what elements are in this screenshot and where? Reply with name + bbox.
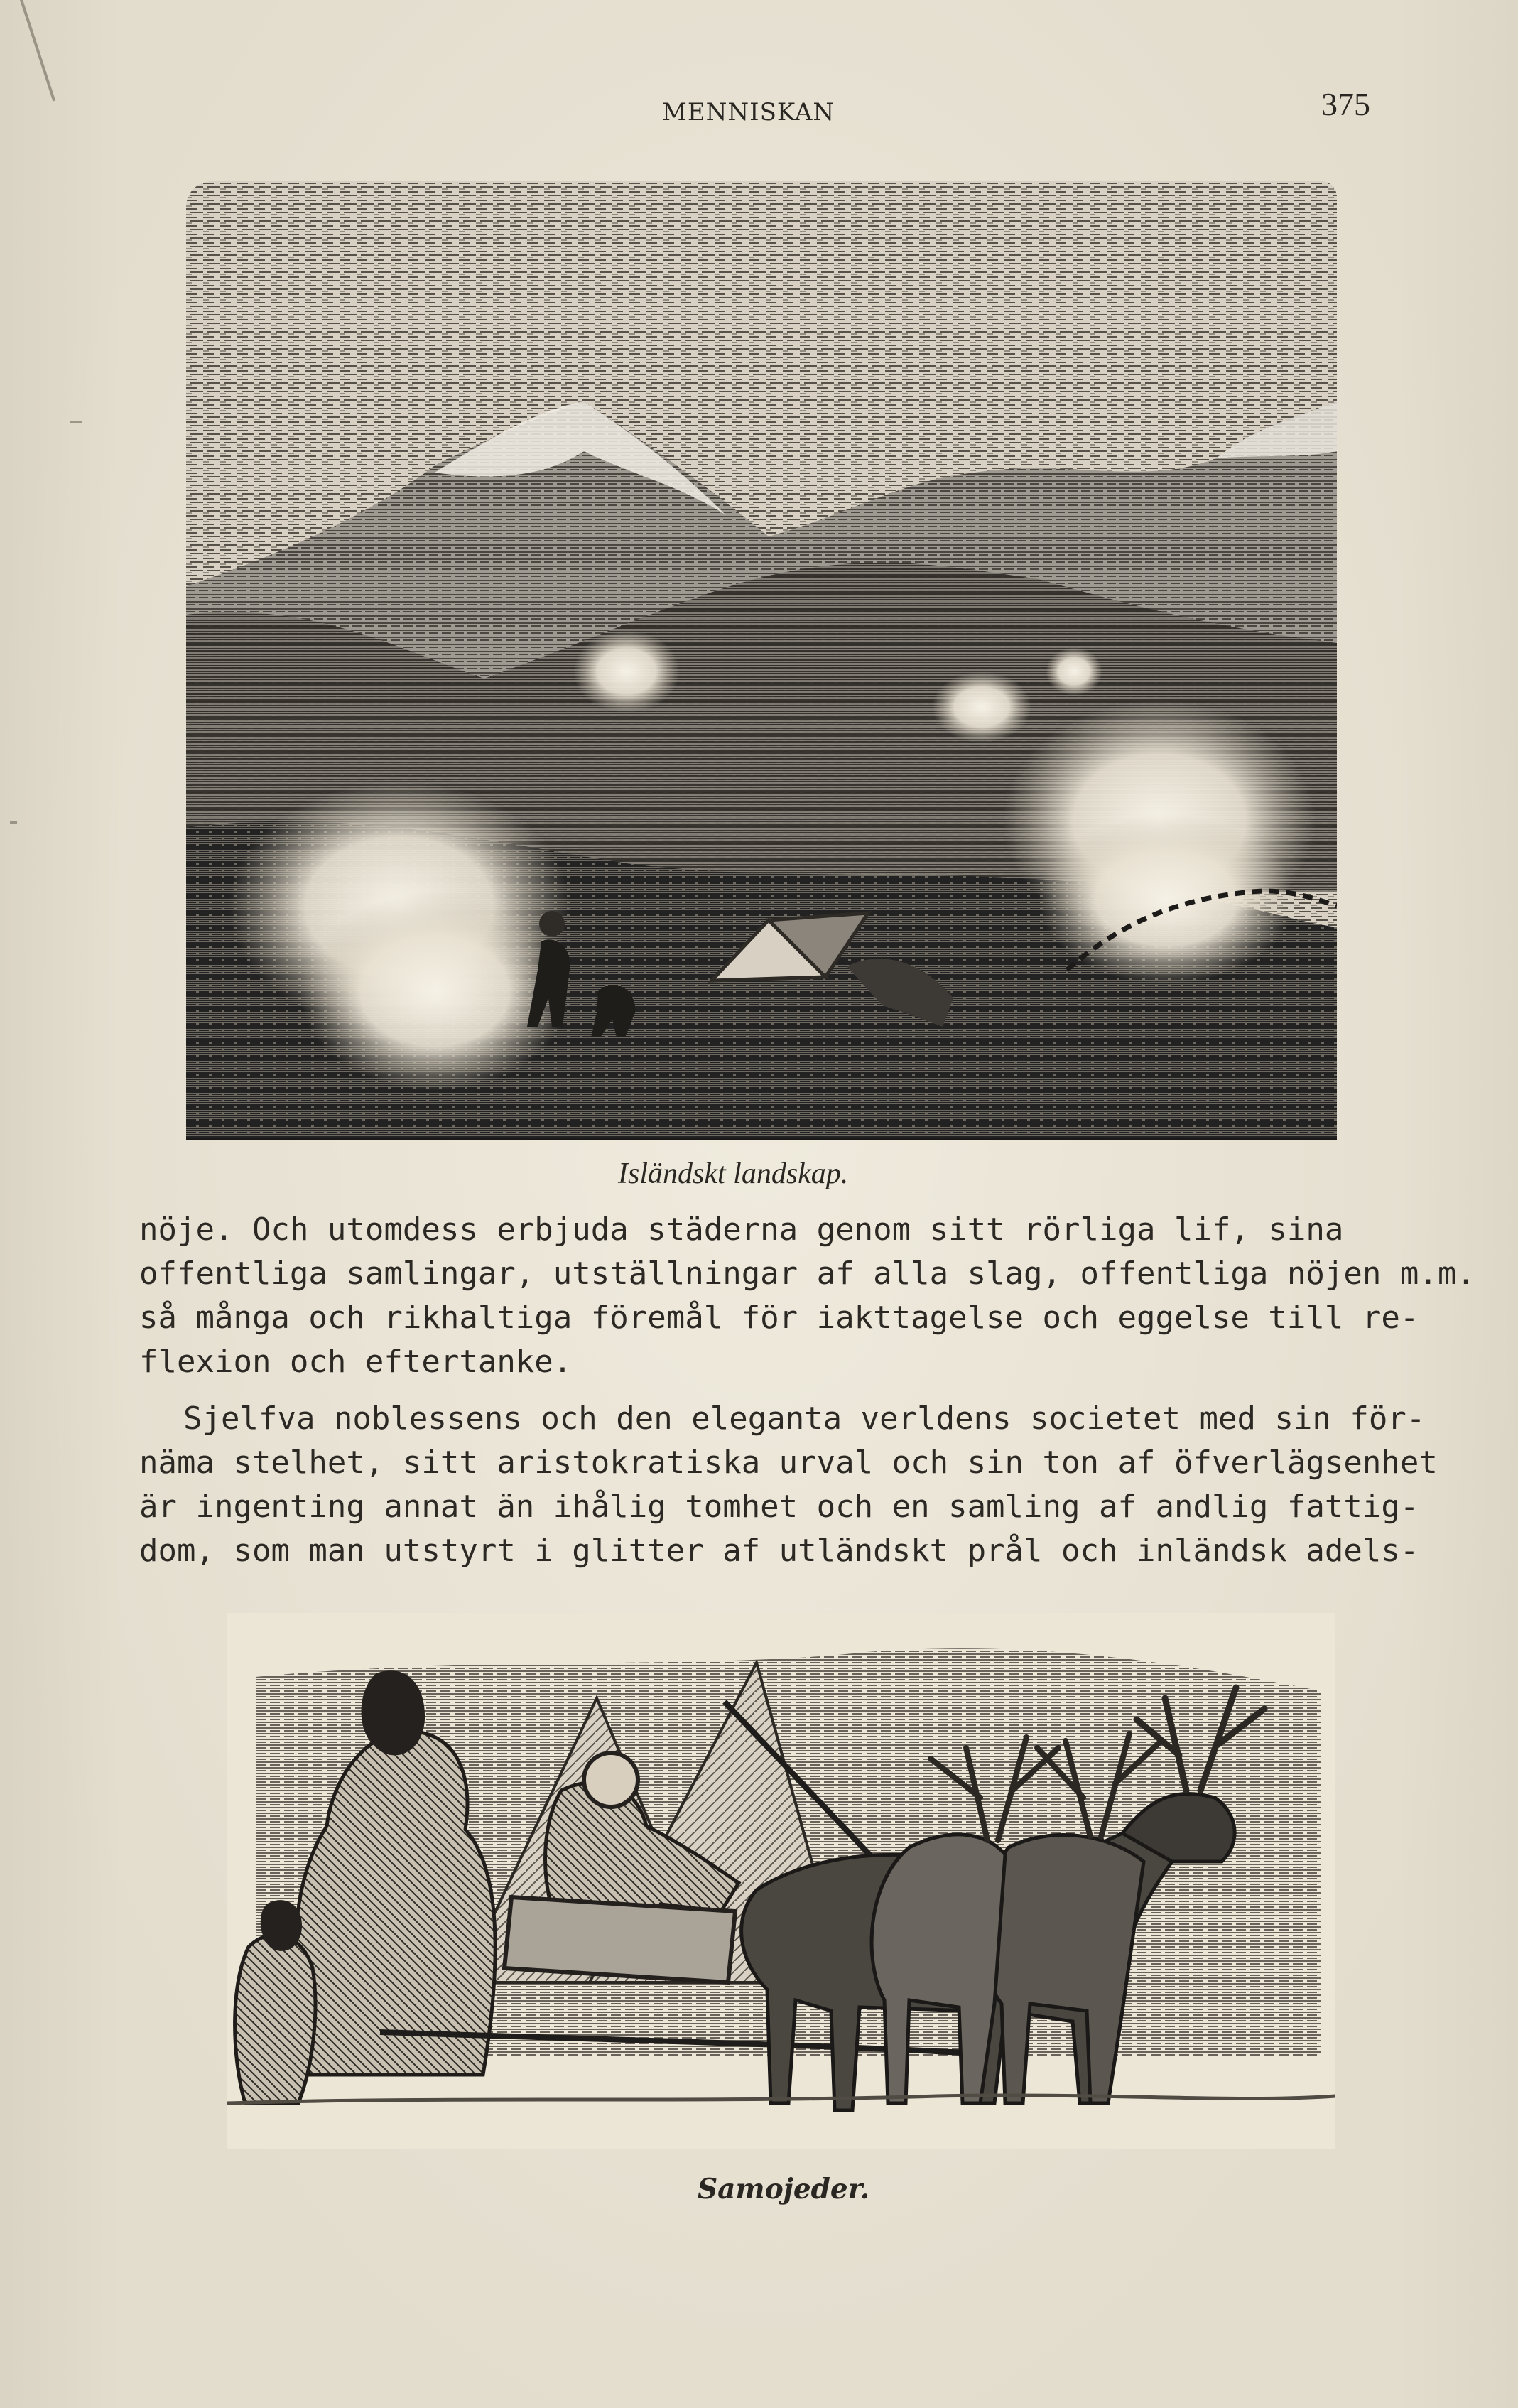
paragraph-1-line-4: flexion och eftertanke.: [139, 1344, 573, 1380]
text-line: [139, 1252, 1475, 1296]
text-line: [139, 1529, 1419, 1573]
scan-edge-mark: [20, 0, 55, 102]
paragraph-2-line-2: näma stelhet, sitt aristokratiska urval och sin ton af öfverlägsenhet: [139, 1445, 1438, 1481]
samoyed-illustration: [227, 1613, 1335, 2149]
paragraph-1-line-1: nöje. Och utomdess erbjuda städerna genom sitt rörliga lif, sina: [139, 1211, 1344, 1248]
page-number: 375: [1321, 86, 1370, 122]
paragraph-2-line-1: Sjelfva noblessens och den eleganta verldens societet med sin för-: [183, 1400, 1426, 1437]
paragraph-gap: [139, 1384, 1404, 1397]
paragraph-1-line-3: så många och rikhaltiga föremål för iakttagelse och eggelse till re-: [139, 1300, 1419, 1336]
text-line: [139, 1340, 1404, 1384]
samoyed-engraving: [227, 1613, 1335, 2149]
margin-mark: [70, 421, 82, 423]
text-line: [139, 1441, 1438, 1485]
running-head: MENNISKAN: [662, 98, 835, 126]
paragraph-2-line-4: dom, som man utstyrt i glitter af utländskt prål och inländsk adels-: [139, 1533, 1419, 1569]
body-text: [139, 1208, 1475, 1573]
paragraph-2-line-3: är ingenting annat än ihålig tomhet och en samling af andlig fattig-: [139, 1489, 1419, 1525]
landscape-engraving: [186, 181, 1337, 1140]
paragraph-1-line-2: offentliga samlingar, utställningar af alla slag, offentliga nöjen m.m.: [139, 1256, 1475, 1292]
text-line: [139, 1485, 1419, 1529]
text-line: [139, 1397, 1426, 1441]
bottom-figure-caption: Samojeder.: [698, 2173, 870, 2205]
text-line: [139, 1296, 1419, 1340]
text-line: [139, 1208, 1404, 1252]
icelandic-landscape-illustration: [186, 181, 1337, 1140]
margin-mark: [10, 821, 17, 824]
top-figure-caption: Isländskt landskap.: [618, 1157, 849, 1190]
